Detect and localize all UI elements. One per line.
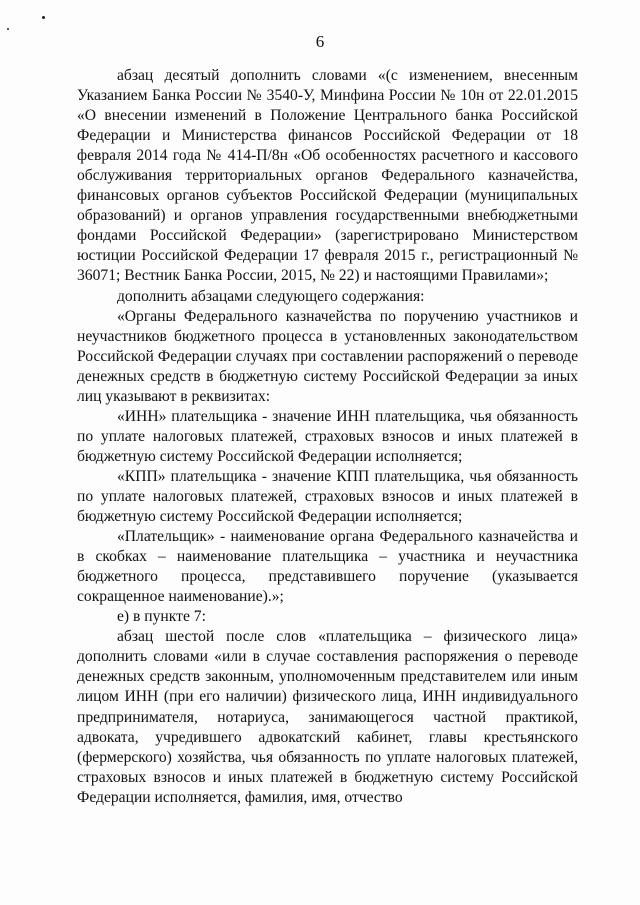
paragraph: е) в пункте 7: <box>117 608 206 626</box>
scan-speck <box>42 16 45 19</box>
paragraph: «Органы Федерального казначейства по поручению участников и неучастников бюджетного процесса в установленных законодательством Российской Федерации случаях при составлении распоряжений о переводе денежных средств в бюджетную систему Российской Федерации за иных лиц указывают в реквизитах: <box>77 307 578 405</box>
page-number: 6 <box>315 32 325 51</box>
paragraph: дополнить абзацами следующего содержания: <box>117 287 425 305</box>
scan-speck <box>7 28 9 30</box>
paragraph: абзац десятый дополнить словами «(с изменением, внесенным Указанием Банка России № 3540-У, Минфина России № 10н от 22.01.2015 «О внесении изменений в Положение Центрального банка Российской Федерации и Министерства финансов Российской Федерации от 18 февраля 2014 года № 414-П/8н «Об особенностях расчетного и кассового обслуживания территориальных органов Федерального казначейства, финансовых органов субъектов Российской Федерации (муниципальных образований) и органов управления государственными внебюджетными фондами Российской Федерации» (зарегистрировано Министерством юстиции Российской Федерации 17 февраля 2015 г., регистрационный № 36071; Вестник Банка России, 2015, № 22) и настоящими Правилами»; <box>77 67 578 285</box>
paragraph: «КПП» плательщика - значение КПП плательщика, чья обязанность по уплате налоговых платежей, страховых взносов и иных платежей в бюджетную систему Российской Федерации исполняется; <box>77 467 578 526</box>
paragraph: «Плательщик» - наименование органа Федерального казначейства и в скобках – наименование плательщика – участника и неучастника бюджетного процесса, представившего поручение (указывается сокращенное наименование).»; <box>77 528 578 606</box>
paragraph: абзац шестой после слов «плательщика – физического лица» дополнить словами «или в случае составления распоряжения о переводе денежных средств законным, уполномоченным представителем или иным лицом ИНН (при его наличии) физического лица, ИНН индивидуального предпринимателя, нотариуса, занимающегося частной практикой, адвоката, учредившего адвокатский кабинет, главы крестьянского (фермерского) хозяйства, чья обязанность по уплате налоговых платежей, страховых взносов и иных платежей в бюджетную систему Российской Федерации исполняется, фамилия, имя, отчество <box>77 628 578 806</box>
document-body <box>77 66 578 808</box>
paragraph: «ИНН» плательщика - значение ИНН плательщика, чья обязанность по уплате налоговых платежей, страховых взносов и иных платежей в бюджетную систему Российской Федерации исполняется; <box>77 407 578 465</box>
